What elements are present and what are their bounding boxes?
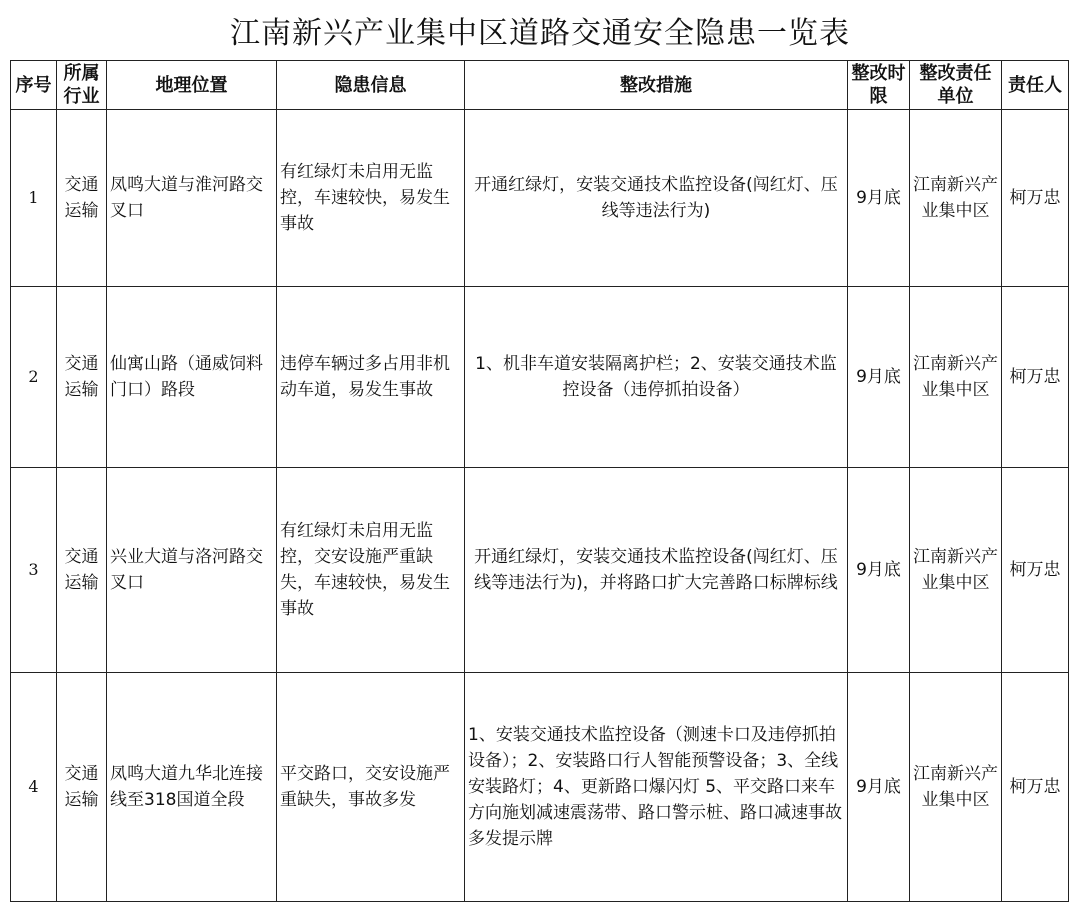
- document-title: 江南新兴产业集中区道路交通安全隐患一览表: [230, 16, 850, 51]
- cell-location: 凤鸣大道九华北连接线至318国道全段: [107, 673, 277, 902]
- table-row: [11, 673, 1069, 902]
- cell-industry: 交通运输: [57, 287, 107, 468]
- cell-person: 柯万忠: [1002, 673, 1069, 902]
- table-row: [11, 110, 1069, 287]
- cell-hazard: 有红绿灯未启用无监控，车速较快，易发生事故: [277, 110, 465, 287]
- header-hazard: 隐患信息: [277, 61, 465, 110]
- cell-unit: 江南新兴产业集中区: [910, 287, 1002, 468]
- cell-no: 1: [11, 110, 57, 287]
- header-industry: 所属行业: [57, 61, 107, 110]
- cell-measures: 开通红绿灯，安装交通技术监控设备(闯红灯、压线等违法行为)，并将路口扩大完善路口标牌标线: [465, 468, 848, 673]
- cell-location: 凤鸣大道与淮河路交叉口: [107, 110, 277, 287]
- table-row: [11, 287, 1069, 468]
- cell-deadline: 9月底: [848, 468, 910, 673]
- cell-deadline: 9月底: [848, 287, 910, 468]
- header-location: 地理位置: [107, 61, 277, 110]
- table-row: [11, 468, 1069, 673]
- cell-deadline: 9月底: [848, 673, 910, 902]
- cell-measures: 1、机非车道安装隔离护栏；2、安装交通技术监控设备（违停抓拍设备）: [465, 287, 848, 468]
- cell-industry: 交通运输: [57, 673, 107, 902]
- header-measures: 整改措施: [465, 61, 848, 110]
- cell-measures: 1、安装交通技术监控设备（测速卡口及违停抓拍设备）；2、安装路口行人智能预警设备；3、全线安装路灯；4、更新路口爆闪灯 5、平交路口来车方向施划减速震荡带、路口警示桩、路口减速事故多发提示牌: [465, 673, 848, 902]
- cell-no: 3: [11, 468, 57, 673]
- cell-deadline: 9月底: [848, 110, 910, 287]
- header-person: 责任人: [1002, 61, 1069, 110]
- header-no: 序号: [11, 61, 57, 110]
- cell-unit: 江南新兴产业集中区: [910, 110, 1002, 287]
- cell-industry: 交通运输: [57, 468, 107, 673]
- cell-hazard: 平交路口，交安设施严重缺失，事故多发: [277, 673, 465, 902]
- hazard-table: [10, 60, 1069, 902]
- cell-unit: 江南新兴产业集中区: [910, 468, 1002, 673]
- cell-location: 兴业大道与洛河路交叉口: [107, 468, 277, 673]
- cell-unit: 江南新兴产业集中区: [910, 673, 1002, 902]
- header-deadline: 整改时限: [848, 61, 910, 110]
- header-unit: 整改责任单位: [910, 61, 1002, 110]
- cell-person: 柯万忠: [1002, 287, 1069, 468]
- cell-person: 柯万忠: [1002, 110, 1069, 287]
- cell-hazard: 有红绿灯未启用无监控，交安设施严重缺失，车速较快，易发生事故: [277, 468, 465, 673]
- cell-industry: 交通运输: [57, 110, 107, 287]
- cell-no: 2: [11, 287, 57, 468]
- table-header-row: [11, 61, 1069, 110]
- cell-hazard: 违停车辆过多占用非机动车道，易发生事故: [277, 287, 465, 468]
- cell-measures: 开通红绿灯，安装交通技术监控设备(闯红灯、压线等违法行为): [465, 110, 848, 287]
- cell-person: 柯万忠: [1002, 468, 1069, 673]
- cell-no: 4: [11, 673, 57, 902]
- cell-location: 仙寓山路（通威饲料门口）路段: [107, 287, 277, 468]
